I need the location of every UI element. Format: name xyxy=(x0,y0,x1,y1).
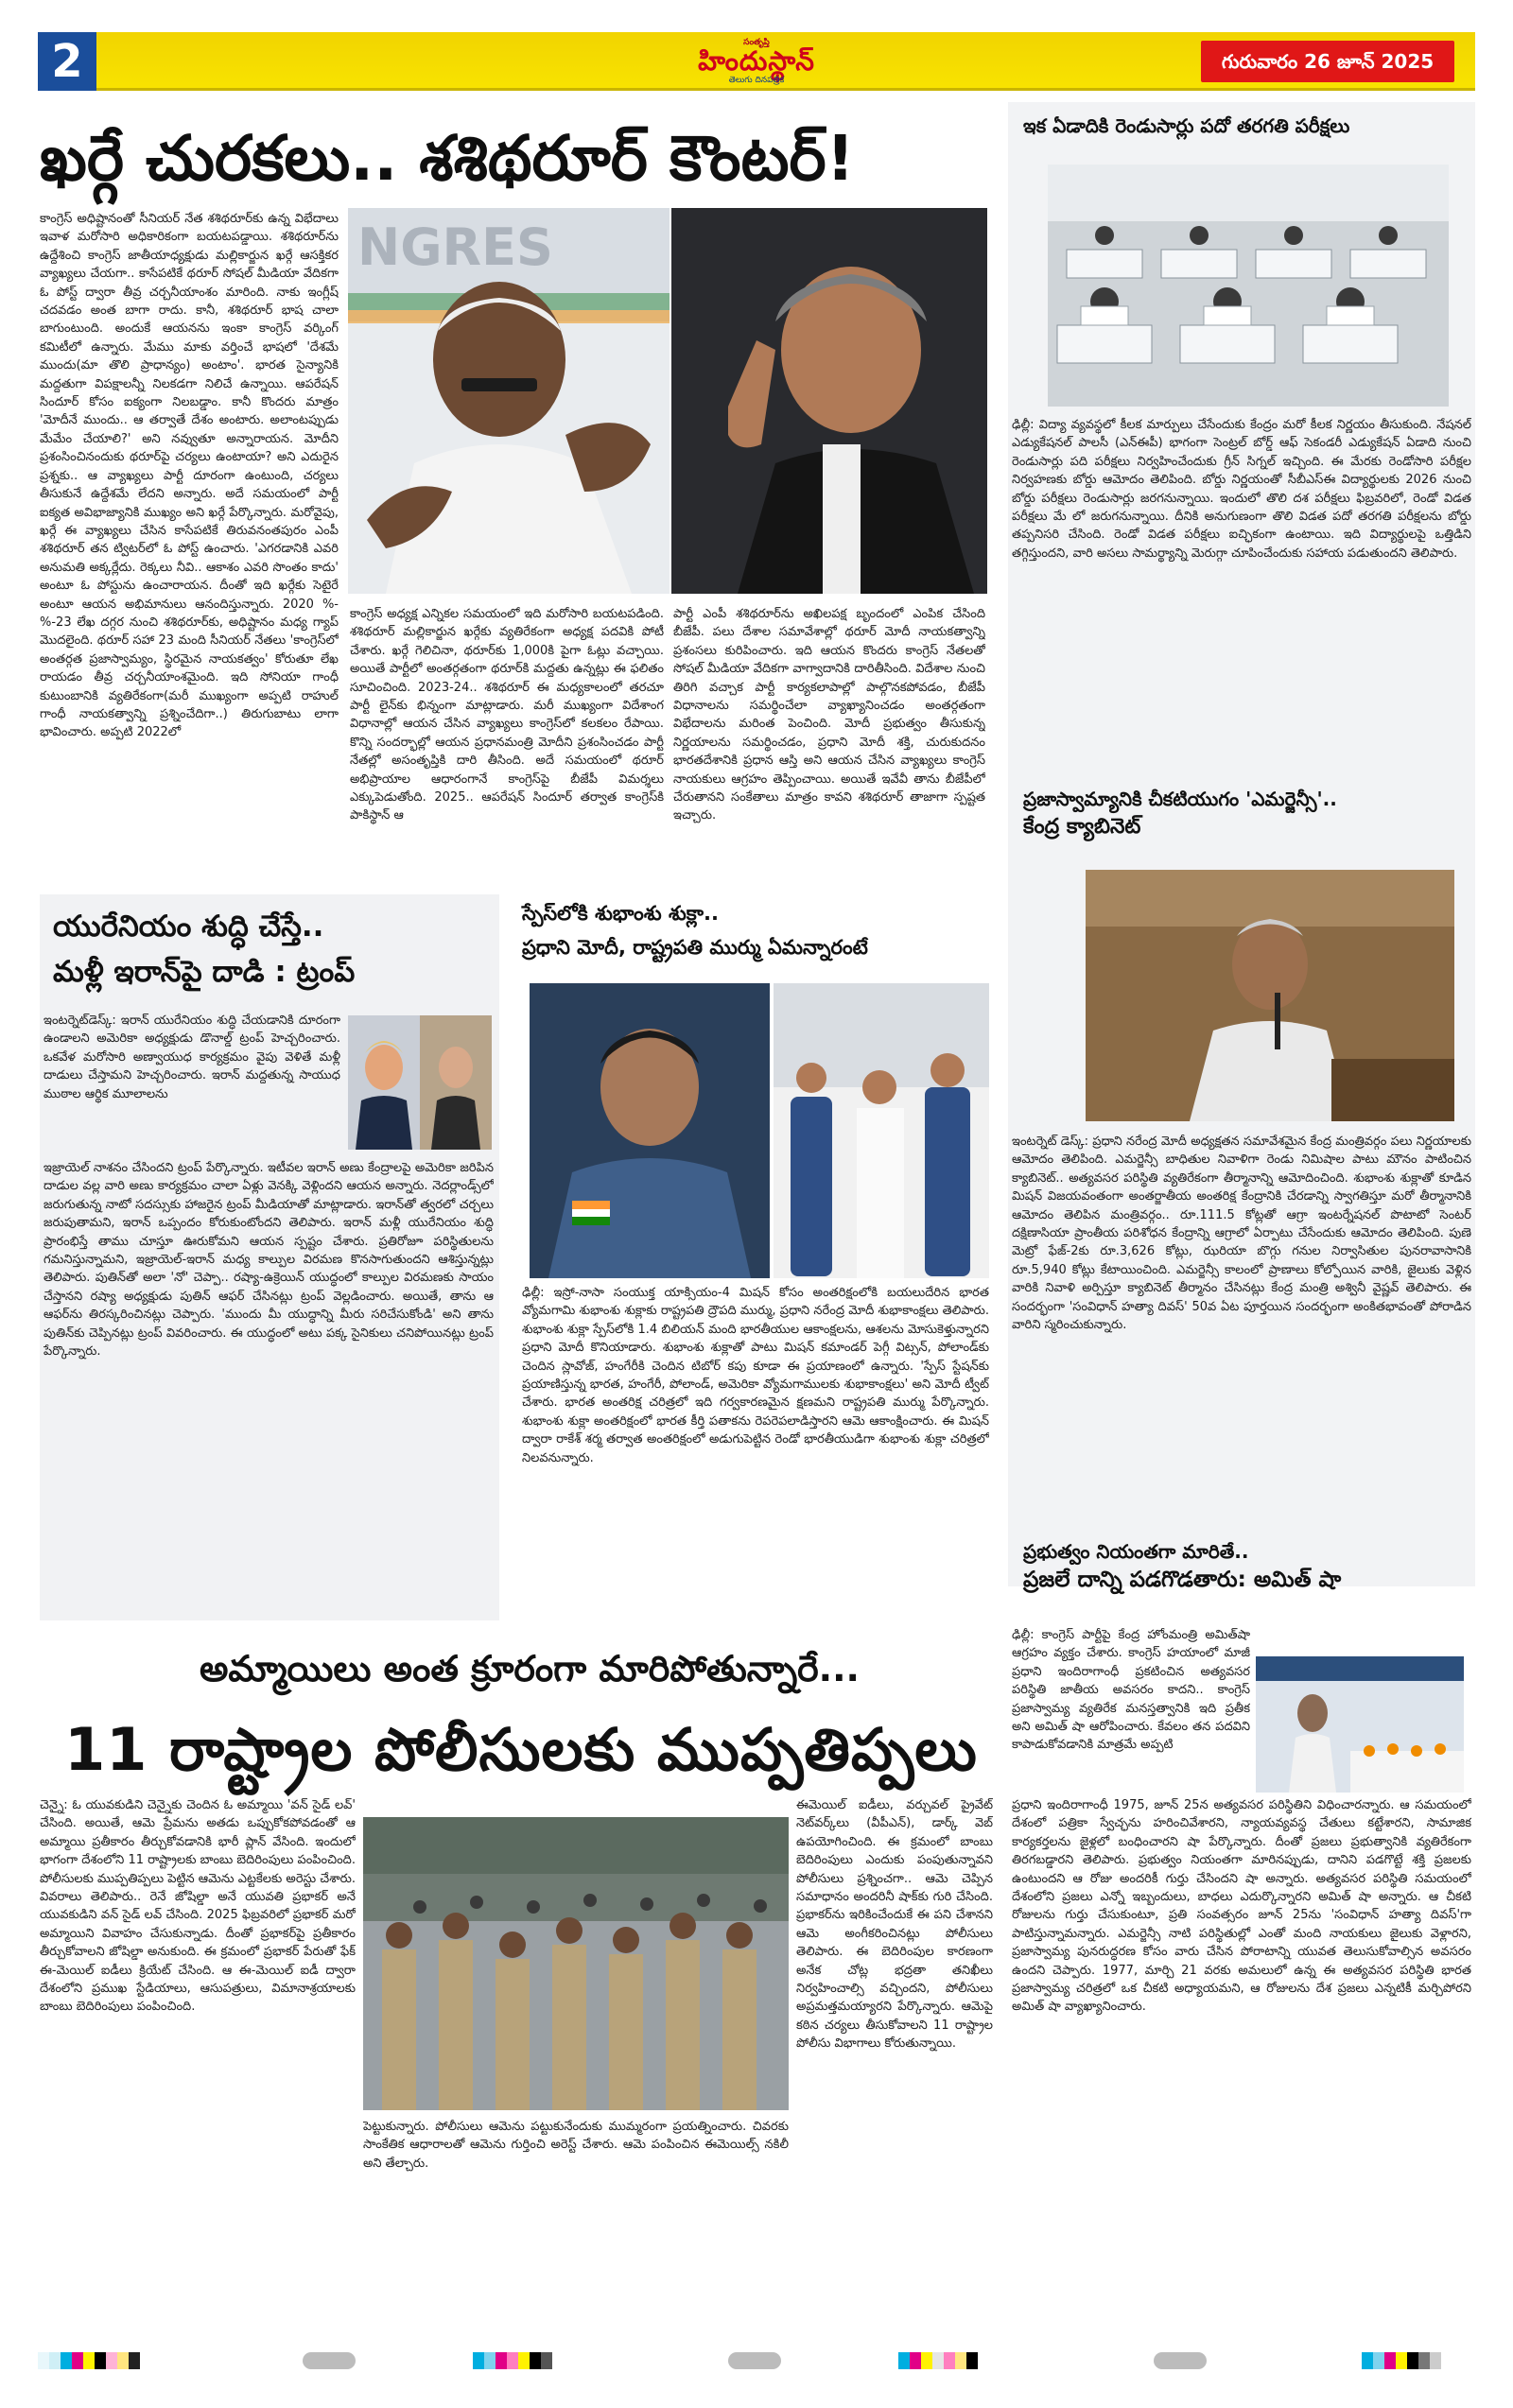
exam-story-text: ఢిల్లీ: విద్యా వ్యవస్థలో కీలక మార్పులు చేసేందుకు కేంద్రం మరో కీలక నిర్ణయం తీసుకుంది. నేషనల్ ఎడ్యుకేషనల్ పాలసీ (ఎన్‌ఈపీ) భాగంగా సెంట్రల్ బోర్డ్ ఆఫ్ సెకండరీ ఎడ్యుకేషన్ ఏడాది నుంచి రెండుసార్లు పది పరీక్షలు నిర్వహించేందుకు గ్రీన్ సిగ్నల్ ఇచ్చింది. ఈ మేరకు రెండోసారి పరీక్షల నిర్వహణకు బోర్డు ఆమోదం తెలిపింది. బోర్డు నిర్ణయంతో సీబీఎస్‌ఈ విద్యార్థులకు 2026 నుంచి బోర్డు పరీక్షలు రెండుసార్లు జరగనున్నాయి. ఇందులో తొలి దశ పరీక్షలు ఫిబ్రవరిలో, రెండో విడత పరీక్షలు మే లో జరుగనున్నాయి. దీనికి అనుగుణంగా తొలి విడత పదో తరగతి పరీక్షలను బోర్డు తప్పనిసరి చేసింది. రెండో విడత పరీక్షలు ఐచ్ఛికంగా ఉంటాయి. ఇది విద్యార్థులపై ఒత్తిడిని తగ్గిస్తుందని, వారి అసలు సామర్థ్యాన్ని మెరుగ్గా చూపించేందుకు సహాయ పడుతుందని తెలిపారు. xyxy=(1012,418,1471,561)
main-story-text-continued-1: కాంగ్రెస్ అధ్యక్ష ఎన్నికల సమయంలో ఇది మరోసారి బయటపడింది. శశిథరూర్ మల్లికార్జున ఖర్గేకు వ్యతిరేకంగా అధ్యక్ష పదవికి పోటీ చేశారు. ఖర్గే గెలిచినా, థరూర్‌కు 1,000కి పైగా ఓట్లు వచ్చాయి. అయితే పార్టీలో అంతర్గతంగా థరూర్‌కి మద్దతు ఉన్నట్లు ఈ ఫలితం సూచించింది. 2023-24.. శశిథరూర్ ఈ మధ్యకాలంలో తరచూ పార్టీ లైన్‌కు భిన్నంగా మాట్లాడారు. మరీ ముఖ్యంగా విదేశాంగ విధానాల్లో ఆయన చేసిన వ్యాఖ్యలు కాంగ్రెస్‌లో కలకలం రేపాయి. కొన్ని సందర్భాల్లో ఆయన ప్రధానమంత్రి మోదీని ప్రశంసించడం పార్టీ నేతల్లో అసంతృప్తికి దారి తీసింది. అదే సమయంలో థరూర్ అభిప్రాయాల ఆధారంగానే కాంగ్రెస్‌పై బీజేపీ విమర్శలు ఎక్కుపెడుతోంది. 2025.. ఆపరేషన్ సిందూర్ తర్వాత కాంగ్రెస్‌కి పాకిస్థాన్ ఆ xyxy=(350,607,664,823)
page-number: 2 xyxy=(38,32,96,91)
shah-story-text-continued: ప్రధాని ఇందిరాగాంధీ 1975, జూన్ 25న అత్యవసర పరిస్థితిని విధించారన్నారు. ఆ సమయంలో దేశంలో పత్రికా స్వేచ్ఛను హరించివేశారని, న్యాయవ్యవస్థ చేతులు కట్టేశారని, సామాజిక కార్యకర్తలను జైళ్లలో బంధించారని షా పేర్కొన్నారు. దీంతో ప్రజలు ప్రభుత్వానికి వ్యతిరేకంగా తిరగబడ్డారని తెలిపారు. ప్రభుత్వం నియంతగా మారినప్పుడు, దానిని పడగొట్టే శక్తి ప్రజలకు ఉంటుందని ఆ రోజు అందరికీ గుర్తు చేసిందని షా అన్నారు. అత్యవసర పరిస్థితి సమయంలో దేశంలోని ప్రజలు ఎన్నో ఇబ్బందులు, బాధలు ఎదుర్కొన్నారని అమిత్ షా అన్నారు. ఆ చీకటి రోజులను గుర్తు చేసుకుంటూ, ప్రతి సంవత్సరం జూన్ 25ను 'సంవిధాన్ హత్యా దివస్'గా పాటిస్తున్నామన్నారు. ఎమర్జెన్సీ నాటి పరిస్థితుల్లో ఎంతో మంది నాయకులు జైలుకు వెళ్లారని, ప్రజాస్వామ్య పునరుద్ధరణ కోసం వారు చేసిన పోరాటాన్ని యువత తెలుసుకోవాల్సిన అవసరం ఉందని చెప్పారు. 1977, మార్చి 21 వరకు అమలులో ఉన్న ఈ అత్యవసర పరిస్థితి భారత ప్రజాస్వామ్య చరిత్రలో ఒక చీకటి అధ్యాయమని, ఆ రోజులను దేశ ప్రజలు ఎన్నటికీ మర్చిపోరని అమిత్ షా వ్యాఖ్యానించారు. xyxy=(1012,1798,1471,2015)
masthead-tagline: సంతృప్తి xyxy=(743,38,770,47)
edition-date: గురువారం 26 జూన్ 2025 xyxy=(1201,41,1454,82)
police-crowd-photo xyxy=(363,1817,789,2110)
police-story-text-continued-2: ఈమెయిల్ ఐడీలు, వర్చువల్ ప్రైవేట్ నెట్‌వర్క్‌లు (వీపీఎన్), డార్క్ వెబ్ ఉపయోగించింది. ఈ క్రమంలో బాంబు బెదిరింపులు ఎందుకు పంపుతున్నావని పోలీసులు ప్రశ్నించగా.. ఆమె చెప్పిన సమాధానం అందరినీ షాక్‌కు గురి చేసింది. ప్రభాకర్‌ను ఇరికించేందుకే ఈ పని చేశానని ఆమె అంగీకరించినట్లు పోలీసులు తెలిపారు. ఈ బెదిరింపుల కారణంగా అనేక చోట్ల భద్రతా తనిఖీలు నిర్వహించాల్సి వచ్చిందని, పోలీసులు అప్రమత్తమయ్యారని పేర్కొన్నారు. ఆమెపై కఠిన చర్యలు తీసుకోవాలని 11 రాష్ట్రాల పోలీసు విభాగాలు కోరుతున్నాయి. xyxy=(796,1798,993,2052)
space-story-text: ఢిల్లీ: ఇస్రో-నాసా సంయుక్త యాక్సియం-4 మిషన్ కోసం అంతరిక్షంలోకి బయలుదేరిన భారత వ్యోమగామి శుభాంశు శుక్లాకు రాష్ట్రపతి ద్రౌపది ముర్ము, ప్రధాని నరేంద్ర మోదీ శుభాకాంక్షలు తెలిపారు. శుభాంశు శుక్లా స్పేస్‌లోకి 1.4 బిలియన్ మంది భారతీయుల ఆకాంక్షలను, ఆశలను మోసుకెళ్తున్నారని ప్రధాని మోదీ కొనియాడారు. శుభాంశు శుక్లాతో పాటు మిషన్ కమాండర్ పెగ్గీ విట్సన్, పోలాండ్‌కు చెందిన స్లావోజ్, హంగేరీకి చెందిన టిబోర్ కపు కూడా ఈ ప్రయాణంలో ఉన్నారు. 'స్పేస్ స్టేషన్‌కు ప్రయాణిస్తున్న భారత, హంగేరీ, పోలాండ్, అమెరికా వ్యోమగాములకు శుభాకాంక్షలు' అని మోదీ ట్వీట్ చేశారు. భారత అంతరిక్ష చరిత్రలో ఇది గర్వకారణమైన క్షణమని రాష్ట్రపతి ముర్ము పేర్కొన్నారు. శుభాంశు శుక్లా అంతరిక్షంలో భారత కీర్తి పతాకను రెపరెపలాడిస్తారని ఆమె ఆకాంక్షించారు. ఈ మిషన్ ద్వారా రాకేశ్ శర్మ తర్వాత అంతరిక్షంలో అడుగుపెట్టిన రెండో భారతీయుడిగా శుభాంశు శుక్లా చరిత్రలో నిలవనున్నారు. xyxy=(522,1286,989,1465)
uranium-story-text-continued: ఇజ్రాయెల్ నాశనం చేసిందని ట్రంప్ పేర్కొన్నారు. ఇటీవల ఇరాన్ అణు కేంద్రాలపై అమెరికా జరిపిన దాడుల వల్ల వారి అణు కార్యక్రమం చాలా ఏళ్లు వెనక్కి వెళ్లిందని ఆయన అన్నారు. నెదర్లాండ్స్‌లో జరుగుతున్న నాటో సదస్సుకు హాజరైన ట్రంప్ మీడియాతో మాట్లాడారు. ఇరాన్‌తో త్వరలో చర్చలు జరుపుతామని, ఇరాన్ ఒప్పందం కోరుకుంటోందని తెలిపారు. ఇరాన్ మళ్లీ యురేనియం శుద్ధి ప్రారంభిస్తే తాము చూస్తూ ఊరుకోమని ఆయన స్పష్టం చేశారు. ప్రతిరోజూ పరిస్థితులను గమనిస్తున్నామని, ఇజ్రాయెల్-ఇరాన్ మధ్య కాల్పుల విరమణ కొనసాగుతుందని ఆశిస్తున్నట్లు తెలిపారు. పుతిన్‌తో అలా 'నో' చెప్పా.. రష్యా-ఉక్రెయిన్ యుద్ధంలో కాల్పుల విరమణకు సాయం చేస్తానని రష్యా అధ్యక్షుడు పుతిన్ ఆఫర్ చేసినట్లు ట్రంప్ వెల్లడించారు. అయితే, తాను ఆ ఆఫర్‌ను తిరస్కరించినట్లు చెప్పారు. 'ముందు మీ యుద్ధాన్ని మీరు సరిచేసుకోండి' అని తాను పుతిన్‌కు చెప్పినట్లు ట్రంప్ వివరించారు. ఈ యుద్ధంలో అటు పక్క సైనికులు చనిపోయినట్లు ట్రంప్ పేర్కొన్నారు. xyxy=(43,1161,494,1360)
gray-pill-1 xyxy=(303,2352,356,2369)
kharge-photo xyxy=(348,208,670,594)
main-headline: ఖర్గే చురకలు.. శశిథరూర్ కౌంటర్! xyxy=(40,122,855,195)
shah-story-text: ఢిల్లీ: కాంగ్రెస్ పార్టీపై కేంద్ర హోంమంత్రి అమిత్‌షా ఆగ్రహం వ్యక్తం చేశారు. కాంగ్రెస్ హయాంలో మాజీ ప్రధాని ఇందిరాగాంధీ ప్రకటించిన అత్యవసర పరిస్థితి జాతీయ అవసరం కాదని.. కాంగ్రెస్ ప్రజాస్వామ్య వ్యతిరేక మనస్తత్వానికి ఇది ప్రతీక అని అమిత్ షా ఆరోపించారు. కేవలం తన పదవిని కాపాడుకోవడానికి మాత్రమే అప్పటి xyxy=(1012,1628,1250,1753)
print-registration-footer xyxy=(0,2343,1513,2381)
amit-shah-photo xyxy=(1256,1656,1464,1793)
space-headline-line-1: స్పేస్‌లోకి శుభాంశు శుక్లా.. xyxy=(522,902,719,925)
color-bar-right xyxy=(1362,2352,1441,2369)
masthead-title: హిందుస్థాన్ xyxy=(698,45,815,77)
svg-text:NGRES: NGRES xyxy=(357,217,553,277)
main-story-text-continued-2: పార్టీ ఎంపీ శశిథరూర్‌ను అఖిలపక్ష బృందంలో ఎంపిక చేసింది బీజేపీ. పలు దేశాల సమావేశాల్లో థరూర్ మోదీ నాయకత్వాన్ని ప్రశంసలు కురిపించారు. ఇది ఆయన కొందరు కాంగ్రెస్ నేతలతో సోషల్ మీడియా వేదికగా వాగ్వాదానికి దారితీసింది. విదేశాల నుంచి తిరిగి వచ్చాక పార్టీ కార్యకలాపాల్లో పాల్గొనకపోవడం, బీజేపీ విధానాలను సమర్థించేలా వ్యాఖ్యానించడం అంతర్గతంగా విభేదాలను మరింత పెంచింది. మోదీ ప్రభుత్వం తీసుకున్న నిర్ణయాలను సమర్థించడం, ప్రధాని మోదీ శక్తి, చురుకుదనం భారతదేశానికి ప్రధాన ఆస్తి అని ఆయన చేసిన వ్యాఖ్యలు కాంగ్రెస్ నాయకులు ఆగ్రహం తెప్పించాయి. అయితే ఇవేవీ తాను బీజేపీలో చేరుతానని సంకేతాలు మాత్రం కావని శశిథరూర్ తాజాగా స్పష్టత ఇచ్చారు. xyxy=(673,607,985,823)
uranium-headline-line-1: యురేనియం శుద్ధి చేస్తే.. xyxy=(53,909,324,944)
emergency-headline-line-1: ప్రజాస్వామ్యానికి చీకటియుగం 'ఎమర్జెన్సీ'.. xyxy=(1023,788,1337,810)
masthead-subtitle: తెలుగు దినపత్రిక xyxy=(728,76,785,85)
shah-headline-line-1: ప్రభుత్వం నియంతగా మారితే.. xyxy=(1023,1540,1249,1563)
astronaut-portrait xyxy=(530,983,770,1278)
police-headline-kicker: అమ్మాయిలు అంత క్రూరంగా మారిపోతున్నారే... xyxy=(200,1648,860,1689)
emergency-story-headline xyxy=(1023,785,1468,841)
masthead xyxy=(643,38,870,85)
tharoor-photo xyxy=(671,208,987,594)
color-bar-left xyxy=(38,2352,140,2369)
page-header xyxy=(38,32,1475,91)
exam-hall-photo xyxy=(1048,165,1449,407)
emergency-headline-line-2: కేంద్ర క్యాబినెట్ xyxy=(1023,815,1141,839)
uranium-story-text: ఇంటర్నెట్‌డెస్క్: ఇరాన్ యురేనియం శుద్ధి చేయడానికి దూరంగా ఉండాలని అమెరికా అధ్యక్షుడు డొనాల్డ్ ట్రంప్ హెచ్చరించారు. ఒకవేళ మరోసారి అణ్వాయుధ కార్యక్రమం వైపు వెళితే మళ్లీ దాడులు చేస్తామని హెచ్చరించారు. ఇరాన్ మద్దతున్న సాయుధ ముఠాల ఆర్థిక మూలాలను xyxy=(43,1013,340,1101)
color-bar-mid-left xyxy=(473,2352,552,2369)
police-headline: 11 రాష్ట్రాల పోలీసులకు ముప్పతిప్పలు xyxy=(64,1715,978,1784)
police-story-text: చెన్నై: ఓ యువకుడిని చెన్నైకు చెందిన ఓ అమ్మాయి 'వన్ సైడ్ లవ్' చేసింది. అయితే, ఆమె ప్రేమను అతడు ఒప్పుకోకపోవడంతో ఆ అమ్మాయి ప్రతీకారం తీర్చుకోవడానికి భారీ ప్లాన్ వేసింది. ఇందులో భాగంగా దేశంలోని 11 రాష్ట్రాలకు బాంబు బెదిరింపులు పంపించింది. పోలీసులకు ముప్పతిప్పలు పెట్టిన ఆమెను ఎట్టకేలకు అరెస్టు చేశారు. వివరాలు తెలిపారు.. రెనే జోషిల్డా అనే యువతి ప్రభాకర్ అనే యువకుడిని వన్ సైడ్ లవ్ చేసింది. 2025 ఫిబ్రవరిలో ప్రభాకర్ మరో అమ్మాయిని వివాహం చేసుకున్నాడు. దీంతో ప్రభాకర్‌పై ప్రతీకారం తీర్చుకోవాలని జోషిల్డా అనుకుంది. ఈ క్రమంలో ప్రభాకర్ పేరుతో ఫేక్ ఈ-మెయిల్ ఐడీలు క్రియేట్ చేసింది. ఆ ఈ-మెయిల్ ఐడీ ద్వారా దేశంలోని ప్రముఖ స్టేడియాలు, ఆసుపత్రులు, విమానాశ్రయాలకు బాంబు బెదిరింపులు పంపించింది. xyxy=(40,1798,356,2015)
gray-pill-2 xyxy=(728,2352,781,2369)
shah-headline-line-2: ప్రజలే దాన్ని పడగొడతారు: అమిత్ షా xyxy=(1023,1568,1342,1592)
space-headline-line-2: ప్రధాని మోదీ, రాష్ట్రపతి ముర్ము ఏమన్నారంటే xyxy=(522,936,868,959)
gray-pill-3 xyxy=(1154,2352,1207,2369)
astronauts-with-pm-photo xyxy=(774,983,989,1278)
exam-story-headline: ఇక ఏడాదికి రెండుసార్లు పదో తరగతి పరీక్షలు xyxy=(1023,114,1350,137)
uranium-headline-line-2: మళ్లీ ఇరాన్‌పై దాడి : ట్రంప్ xyxy=(53,955,356,989)
emergency-story-text: ఇంటర్నెట్ డెస్క్: ప్రధాని నరేంద్ర మోదీ అధ్యక్షతన సమావేశమైన కేంద్ర మంత్రివర్గం పలు నిర్ణయాలకు ఆమోదం తెలిపింది. ఎమర్జెన్సీ బాధితుల నివాళిగా రెండు నిమిషాల పాటు మౌనం పాటించిన క్యాబినెట్.. అత్యవసర పరిస్థితి వ్యతిరేకంగా తీర్మానాన్ని ఆమోదించింది. శుభాంశు శుక్లాతో కూడిన మిషన్ విజయవంతంగా అంతర్జాతీయ అంతరిక్ష కేంద్రానికి చేరడాన్ని స్వాగతిస్తూ మరో తీర్మానానికి ఆమోదం తెలిపిన మంత్రివర్గం.. రూ.111.5 కోట్లతో ఆగ్రా ఇంటర్నేషనల్ పొటాటో సెంటర్ దక్షిణాసియా ప్రాంతీయ పరిశోధన కేంద్రాన్ని ఆగ్రాలో ఏర్పాటు చేసేందుకు ఆమోదం తెలిపింది. పుణె మెట్రో ఫేజ్-2కు రూ.3,626 కోట్లు, ఝరియా బొగ్గు గనుల నిర్వాసితుల పునరావాసానికి రూ.5,940 కోట్లు కేటాయించింది. ఎమర్జెన్సీ కాలంలో ప్రాణాలు కోల్పోయిన వారికి, జైలుకు వెళ్లిన వారికి నివాళి అర్పిస్తూ క్యాబినెట్ తీర్మానం చేసినట్లు కేంద్ర మంత్రి అశ్వినీ వైష్ణవ్ తెలిపారు. ఈ సందర్భంగా 'సంవిధాన్ హత్యా దివస్' 50వ ఏట పూర్తయిన సందర్భంగా అంకితభావంతో పోరాడిన వారిని స్మరించుకున్నారు. xyxy=(1012,1135,1471,1333)
trump-putin-photo xyxy=(348,1015,492,1150)
minister-photo xyxy=(1086,870,1454,1121)
main-story-text: కాంగ్రెస్ అధిష్టానంతో సీనియర్ నేత శశిథరూర్‌కు ఉన్న విభేదాలు ఇవాళ మరోసారి అధికారికంగా బయటపడ్డాయి. శశిథరూర్‌ను ఉద్దేశించి కాంగ్రెస్ జాతీయాధ్యక్షుడు మల్లికార్జున ఖర్గే ఆసక్తికర వ్యాఖ్యలు చేయగా.. కాసేపటికే థరూర్ సోషల్ మీడియా వేదికగా ఓ పోస్ట్ ద్వారా తీవ్ర చర్చనీయాంశం మారింది. నాకు ఇంగ్లీష్ చదవడం అంత బాగా రాదు. కానీ, శశిథరూర్ భాష చాలా బాగుంటుంది. అందుకే ఆయనను ఇంకా కాంగ్రెస్ వర్కింగ్ కమిటీలో ఉన్నారు. మేము మాకు వర్తించే భాషలో 'దేశమే ముందు(మా తొలి ప్రాధాన్యం) అంటాం'. భారత సైన్యానికి మద్దతుగా విపక్షాలన్నీ నిలకడగా నిలిచే ఉన్నాయి. ఆపరేషన్ సిందూర్ కోసం ఐక్యంగా నిలబడ్డాం. కానీ కొందరు మాత్రం 'మోదీనే ముందు.. ఆ తర్వాతే దేశం అంటారు. అలాంటప్పుడు మేమేం చేయాలి?' అని నవ్వుతూ అన్నారాయన. మోదీని ప్రశంసించినందుకు థరూర్‌పై చర్యలు ఉంటాయా? అని ఎదురైన ప్రశ్నకు.. ఆ వ్యాఖ్యలు పార్టీ దూరంగా ఉంటుంది, చర్యలు తీసుకునే ఉద్దేశమే లేదని అన్నారు. అదే సమయంలో పార్టీ ఐక్యత అవిభాజ్యానికి ముఖ్యం అని ఖర్గే పేర్కొన్నారు. మరోవైపు, ఖర్గే ఈ వ్యాఖ్యలు చేసిన కాసేపటికే తిరువనంతపురం ఎంపీ శశిథరూర్ తన ట్విటర్‌లో ఓ పోస్ట్ ఉంచారు. 'ఎగరడానికి ఎవరి అనుమతి అక్కర్లేదు. రెక్కలు నీవి.. ఆకాశం ఎవరి సొంతం కాదు' అంటూ ఓ పోస్టును ఉంచారాయన. దీంతో ఇది ఖర్గేకు సెటైరే అంటూ ఆయన అభిమానులు ఆనందిస్తున్నారు. 2020 %-%-23 లేఖ దగ్గర నుంచి శశిథరూర్‌కు, అధిష్టానం మధ్య గ్యాప్ మొదలైంది. థరూర్ సహా 23 మంది సీనియర్ నేతలు 'కాంగ్రెస్‌లో అంతర్గత ప్రజాస్వామ్యం, స్థిరమైన నాయకత్వం' కోరుతూ లేఖ రాయడం తీవ్ర చర్చనీయాంశమైంది. ఇది సోనియా గాంధీ కుటుంబానికి వ్యతిరేకంగా(మరీ ముఖ్యంగా అప్పటి రాహుల్ గాంధీ నాయకత్వాన్ని ప్రశ్నించేదిగా..) తిరుగుబాటు లాగా భావించారు. అప్పటి 2022లో xyxy=(40,212,339,740)
police-story-text-continued-1: పెట్టుకున్నారు. పోలీసులు ఆమెను పట్టుకునేందుకు ముమ్మరంగా ప్రయత్నించారు. చివరకు సాంకేతిక ఆధారాలతో ఆమెను గుర్తించి అరెస్ట్ చేశారు. ఆమె పంపించిన ఈమెయిల్స్ నకిలీ అని తేల్చారు. xyxy=(363,2120,789,2171)
color-bar-mid-right xyxy=(898,2352,978,2369)
shah-story-headline xyxy=(1023,1537,1468,1594)
